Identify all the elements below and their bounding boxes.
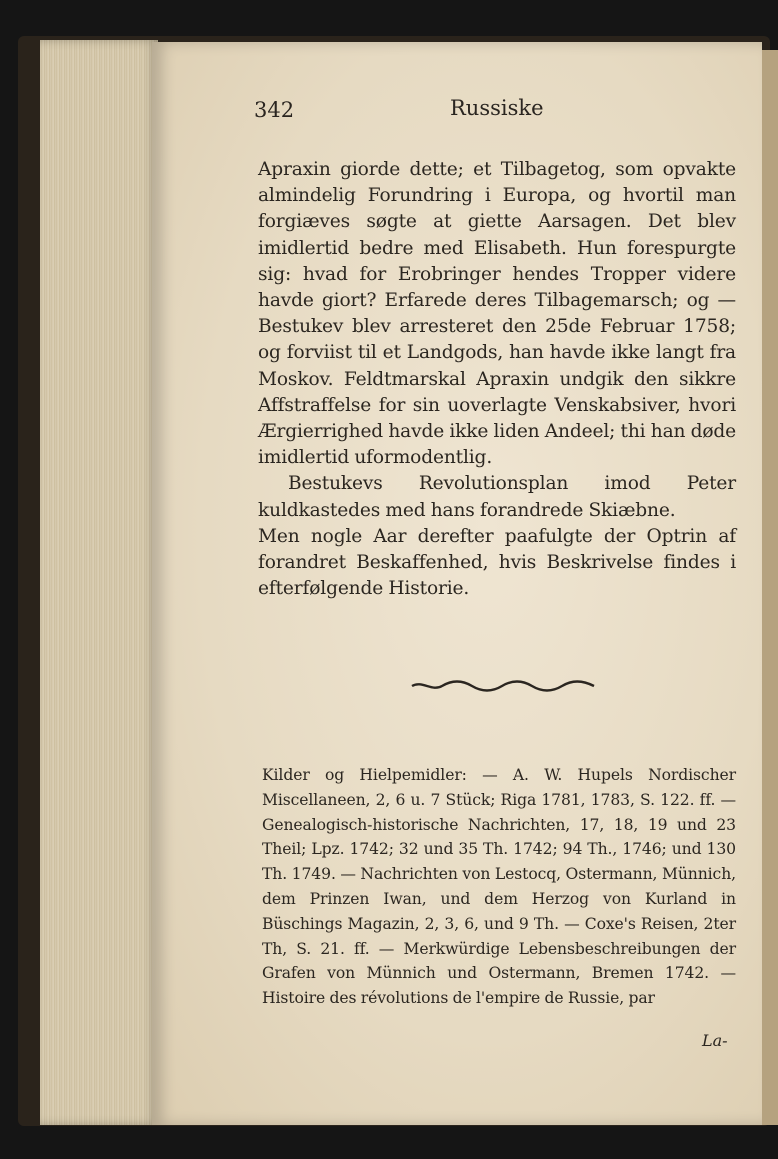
body-paragraph-2: Men nogle Aar derefter paafulgte der Optrin af forandret Beskaffenhed, hvis Beskrivelse findes i efterfølgende Historie. xyxy=(258,525,736,600)
running-head: Russiske xyxy=(450,96,544,120)
section-heading: Bestukevs Revolutionsplan imod Peter kuldkastedes med hans forandrede Skiæbne. xyxy=(258,473,736,521)
body-paragraphs xyxy=(258,157,736,602)
sources-note: Kilder og Hielpemidler: — A. W. Hupels Nordischer Miscellaneen, 2, 6 u. 7 Stück; Riga 1781, 1783, S. 122. ff. — Genealogisch-historische Nachrichten, 17, 18, 19 und 23 Theil; Lpz. 1742; 32 und 35 Th. 1742; 94 Th., 1746; und 130 Th. 1749. — Nachrichten von Lestocq, Ostermann, Münnich, dem Prinzen Iwan, und dem Herzog von Kurland in Büschings Magazin, 2, 3, 6, und 9 Th. — Coxe's Reisen, 2ter Th, S. 21. ff. — Merkwürdige Lebensbeschreibungen der Grafen von Münnich und Ostermann, Bremen 1742. — Histoire des révolutions de l'empire de Russie, par xyxy=(262,766,736,1008)
page-number: 342 xyxy=(254,98,295,122)
page-edges xyxy=(40,40,158,1125)
ornamental-rule xyxy=(410,678,596,694)
facing-page-edge xyxy=(762,50,778,1125)
body-paragraph-1: Apraxin giorde dette; et Tilbagetog, som opvakte almindelig Forundring i Europa, og hvortil man forgiæves søgte at giette Aarsagen. Det blev imidlertid bedre med Elisabeth. Hun forespurgte sig: hvad for Erobringer hendes Tropper videre havde giort? Erfarede deres Tilbagemarsch; og — Bestukev blev arresteret den 25de Februar 1758; og forviist til et Landgods, han havde ikke langt fra Moskov. Feldtmarskal Apraxin undgik den sikkre Affstraffelse for sin uoverlagte Venskabsiver, hvori Ærgierrighed havde ikke liden Andeel; thi han døde imidlertid uformodentlig. xyxy=(258,159,736,469)
catchword: La- xyxy=(702,1031,728,1050)
